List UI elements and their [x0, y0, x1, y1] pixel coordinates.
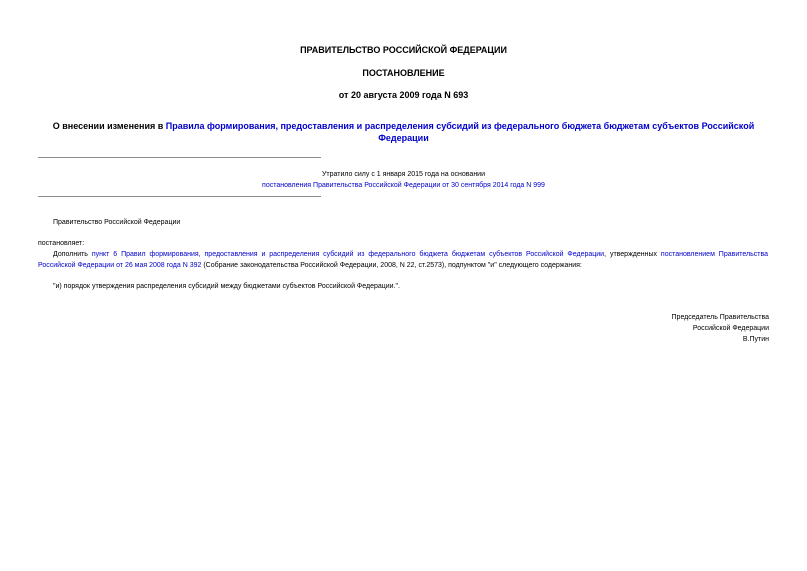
government-heading: ПРАВИТЕЛЬСТВО РОССИЙСКОЙ ФЕДЕРАЦИИ [300, 45, 507, 55]
decree-392-link[interactable]: постановлением Правительства Российской Федерации от 26 мая 2008 года N 392 [38, 251, 768, 269]
decrees-text: постановляет: [38, 240, 85, 247]
title-prefix: О внесении изменения в [52, 121, 166, 131]
document-title [50, 120, 757, 144]
signature-country: Российской Федерации [692, 325, 769, 332]
repeal-decree-link[interactable]: постановления Правительства Российской Федерации от 30 сентября 2014 года N 999 [262, 182, 545, 189]
repeal-status [0, 169, 807, 191]
signature-title: Председатель Правительства [671, 314, 769, 321]
repeal-status-text: Утратило силу с 1 января 2015 года на основании [321, 171, 486, 178]
document-date-number: от 20 августа 2009 года N 693 [338, 90, 469, 100]
rules-link[interactable]: Правила формирования, предоставления и распределения субсидий из федерального бюджета бюджетам субъектов Российской Федерации [165, 121, 755, 143]
signature-name: В.Путин [742, 336, 769, 343]
rules-clause-link[interactable]: пункт 6 Правил формирования, предоставления и распределения субсидий из федерального бюджета бюджетам субъектов Российской Федерации [91, 251, 605, 258]
signature-block [672, 312, 769, 345]
issuer-text: Правительство Российской Федерации [53, 219, 181, 226]
amendment-suffix: (Собрание законодательства Российской Федерации, 2008, N 22, ст.2573), подпунктом "и" следующего содержания: [201, 262, 582, 269]
paragraph-new-subclause: "и) порядок утверждения распределения субсидий между бюджетами субъектов Российской Федерации.". [53, 283, 400, 290]
amendment-mid: , утвержденных [604, 251, 661, 258]
document-type: ПОСТАНОВЛЕНИЕ [362, 68, 445, 78]
amendment-prefix: Дополнить [53, 251, 92, 258]
bottom-divider [38, 196, 321, 197]
paragraph-amendment [38, 249, 768, 271]
top-divider [38, 157, 321, 158]
